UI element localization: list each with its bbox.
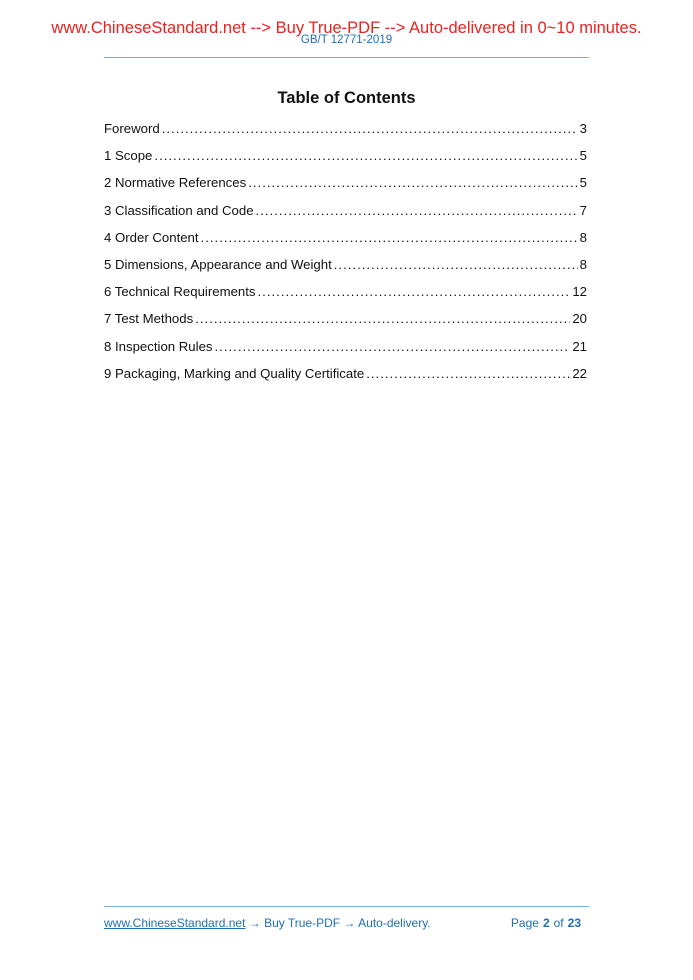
toc-leader-dots <box>256 201 578 221</box>
arrow-right-icon: → <box>248 916 261 930</box>
footer-site-link[interactable]: www.ChineseStandard.net <box>104 916 246 930</box>
toc-entry-test-methods[interactable] <box>104 309 587 336</box>
toc-leader-dots <box>154 146 577 166</box>
footer-delivery-text: Auto-delivery. <box>358 916 431 930</box>
toc-entry-label: 6 Technical Requirements <box>104 284 256 300</box>
source-banner: www.ChineseStandard.net --> Buy True-PDF --> Auto-delivered in 0~10 minutes. <box>51 19 642 37</box>
current-page-number: 2 <box>542 916 550 930</box>
toc-entry-order-content[interactable] <box>104 228 587 255</box>
page-label: Page <box>510 916 539 930</box>
toc-entry-label: 1 Scope <box>104 148 153 164</box>
toc-entry-packaging-marking-certificate[interactable] <box>104 364 587 391</box>
footer-divider <box>104 906 589 907</box>
toc-entry-label: 2 Normative References <box>104 175 247 191</box>
toc-entry-inspection-rules[interactable] <box>104 337 587 364</box>
toc-leader-dots <box>215 337 571 357</box>
toc-leader-dots <box>334 255 578 275</box>
toc-entry-page: 3 <box>579 121 587 136</box>
toc-entry-foreword[interactable] <box>104 119 587 146</box>
header-divider <box>104 57 589 58</box>
toc-entry-dimensions-appearance-weight[interactable] <box>104 255 587 282</box>
toc-leader-dots <box>195 309 570 329</box>
of-label: of <box>553 916 564 930</box>
toc-entry-page: 8 <box>579 256 587 272</box>
toc-entry-normative-references[interactable] <box>104 173 587 200</box>
toc-entry-page: 21 <box>572 338 587 354</box>
toc-title: Table of Contents <box>277 89 416 107</box>
toc-entry-scope[interactable] <box>104 146 587 173</box>
toc-entry-page: 5 <box>579 148 587 164</box>
toc-leader-dots <box>201 228 578 248</box>
toc-entry-label: 4 Order Content <box>104 229 199 245</box>
toc-entry-label: 8 Inspection Rules <box>104 338 213 354</box>
toc-leader-dots <box>366 364 570 384</box>
total-pages-number: 23 <box>567 916 581 930</box>
footer-buy-text: Buy True-PDF <box>264 916 341 930</box>
arrow-right-icon: → <box>343 916 356 930</box>
toc-entry-page: 7 <box>579 202 587 218</box>
document-code: GB/T 12771-2019 <box>300 34 393 46</box>
toc-leader-dots <box>248 173 577 193</box>
toc-entry-classification-and-code[interactable] <box>104 201 587 228</box>
toc-entry-page: 22 <box>572 365 587 381</box>
page-indicator <box>511 915 585 931</box>
toc-entry-label: Foreword <box>104 121 160 136</box>
toc-entry-label: 3 Classification and Code <box>104 202 254 218</box>
toc-entry-page: 8 <box>579 229 587 245</box>
toc-leader-dots <box>258 282 571 302</box>
toc-entry-page: 5 <box>579 175 587 191</box>
toc-entry-label: 7 Test Methods <box>104 311 194 327</box>
toc-leader-dots <box>162 119 578 139</box>
toc-list <box>104 119 587 391</box>
toc-entry-label: 5 Dimensions, Appearance and Weight <box>104 256 332 272</box>
toc-entry-label: 9 Packaging, Marking and Quality Certificate <box>104 365 365 381</box>
toc-entry-technical-requirements[interactable] <box>104 282 587 309</box>
footer-promo <box>104 915 431 931</box>
toc-entry-page: 12 <box>572 284 587 300</box>
toc-entry-page: 20 <box>572 311 587 327</box>
